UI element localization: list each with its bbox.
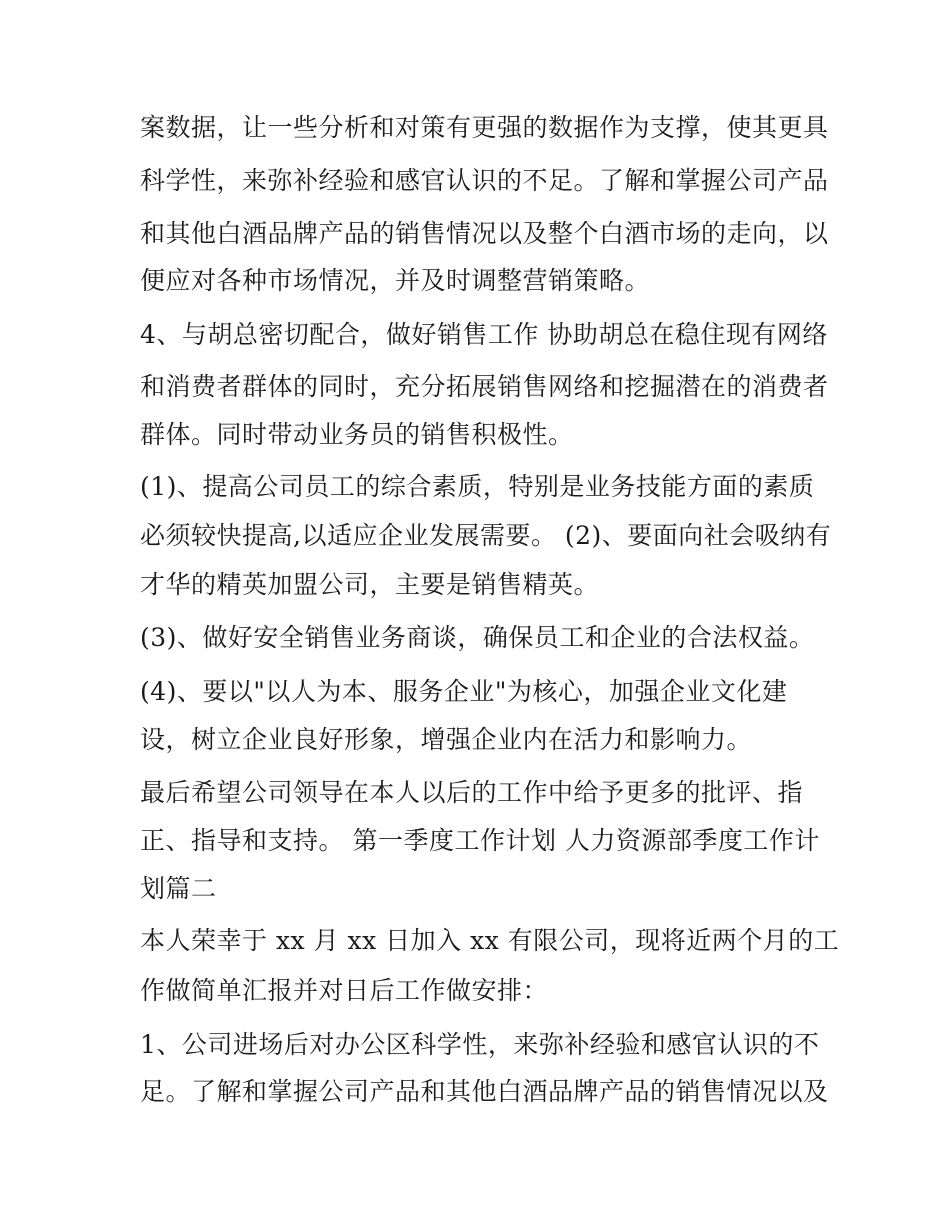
text-line: 设，树立企业良好形象，增强企业内在活力和影响力。: [140, 725, 753, 754]
text-line: (1)、提高公司员工的综合素质，特别是业务技能方面的素质: [140, 472, 815, 501]
text-line: 群体。同时带动业务员的销售积极性。: [140, 420, 574, 449]
text-line: 正、指导和支持。 第一季度工作计划 人力资源部季度工作计: [140, 826, 820, 855]
text-line: 作做简单汇报并对日后工作做安排：: [140, 976, 549, 1005]
text-line: 足。了解和掌握公司产品和其他白酒品牌产品的销售情况以及: [140, 1077, 829, 1106]
text-line: 划篇二: [140, 874, 217, 903]
text-line: (3)、做好安全销售业务商谈，确保员工和企业的合法权益。: [140, 623, 815, 652]
text-line: 案数据，让一些分析和对策有更强的数据作为支撑，使其更具: [140, 113, 829, 142]
text-line: 便应对各种市场情况，并及时调整营销策略。: [140, 266, 651, 295]
text-line: 和消费者群体的同时，充分拓展销售网络和挖掘潜在的消费者: [140, 372, 829, 401]
text-line: (4)、要以"以人为本、服务企业"为核心，加强企业文化建: [140, 677, 788, 706]
text-line: 科学性，来弥补经验和感官认识的不足。了解和掌握公司产品: [140, 166, 829, 195]
text-line: 1、公司进场后对办公区科学性，来弥补经验和感官认识的不: [140, 1030, 820, 1059]
text-line: 必须较快提高,以适应企业发展需要。 (2)、要面向社会吸纳有: [140, 521, 832, 550]
text-line: 本人荣幸于 xx 月 xx 日加入 xx 有限公司，现将近两个月的工: [140, 926, 840, 955]
text-line: 4、与胡总密切配合，做好销售工作 协助胡总在稳住现有网络: [140, 320, 828, 349]
text-line: 和其他白酒品牌产品的销售情况以及整个白酒市场的走向，以: [140, 219, 829, 248]
text-line: 才华的精英加盟公司，主要是销售精英。: [140, 570, 600, 599]
text-line: 最后希望公司领导在本人以后的工作中给予更多的批评、指: [140, 778, 804, 807]
